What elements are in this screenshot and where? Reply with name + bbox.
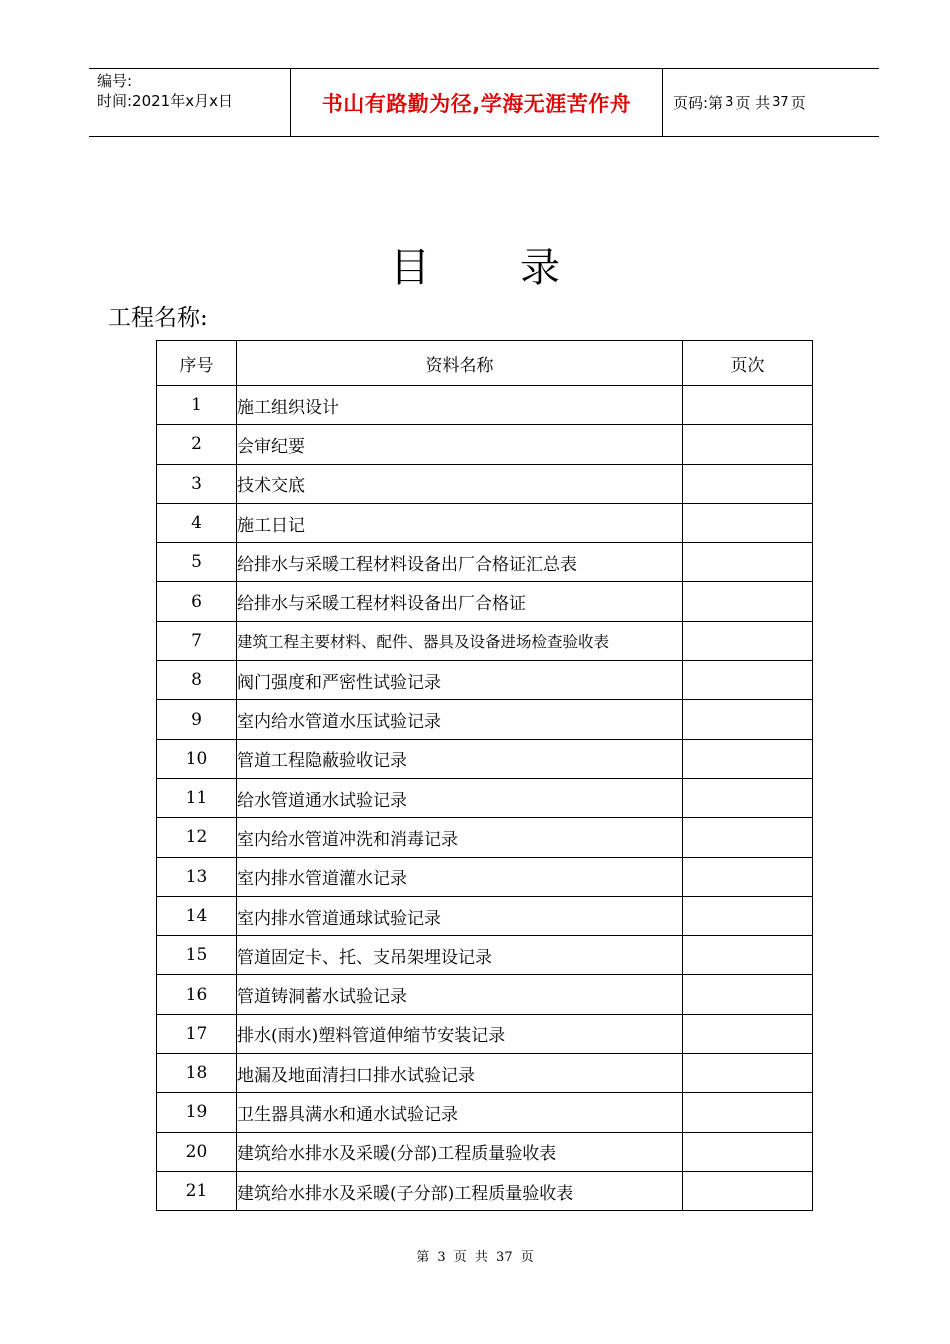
row-document-name: 给排水与采暖工程材料设备出厂合格证 [237,582,683,621]
row-page-number [683,1093,813,1132]
row-number: 6 [157,582,237,621]
col-header-name: 资料名称 [237,341,683,386]
row-document-name: 室内排水管道灌水记录 [237,857,683,896]
table-row [157,661,813,700]
toc-body [157,386,813,1211]
row-document-name: 阀门强度和严密性试验记录 [237,661,683,700]
page-mid: 页 共 [735,94,771,112]
row-page-number [683,464,813,503]
row-document-name: 施工日记 [237,503,683,542]
table-row [157,1171,813,1210]
row-page-number [683,543,813,582]
table-row [157,582,813,621]
time-label: 时间:2021年x月x日 [97,92,233,110]
row-page-number [683,818,813,857]
serial-label: 编号: [97,72,133,90]
table-row [157,386,813,425]
row-document-name: 室内给水管道水压试验记录 [237,700,683,739]
table-row [157,621,813,660]
row-page-number [683,1054,813,1093]
row-number: 12 [157,818,237,857]
row-number: 15 [157,936,237,975]
row-page-number [683,582,813,621]
row-number: 10 [157,739,237,778]
page-title [0,240,950,296]
table-row [157,896,813,935]
row-page-number [683,1171,813,1210]
row-number: 16 [157,975,237,1014]
row-number: 5 [157,543,237,582]
row-document-name: 给排水与采暖工程材料设备出厂合格证汇总表 [237,543,683,582]
table-row [157,936,813,975]
row-document-name: 管道铸洞蓄水试验记录 [237,975,683,1014]
row-document-name: 排水(雨水)塑料管道伸缩节安装记录 [237,1014,683,1053]
page-total: 37 [772,95,789,110]
table-row [157,1054,813,1093]
table-row [157,975,813,1014]
table-row [157,1132,813,1171]
row-page-number [683,425,813,464]
row-page-number [683,1132,813,1171]
table-row [157,543,813,582]
col-header-page: 页次 [683,341,813,386]
row-number: 4 [157,503,237,542]
row-page-number [683,739,813,778]
table-row [157,503,813,542]
row-number: 21 [157,1171,237,1210]
row-document-name: 地漏及地面清扫口排水试验记录 [237,1054,683,1093]
table-row [157,1093,813,1132]
row-number: 19 [157,1093,237,1132]
page-prefix: 页码:第 [673,94,724,112]
row-number: 11 [157,778,237,817]
row-page-number [683,975,813,1014]
row-page-number [683,778,813,817]
row-page-number [683,936,813,975]
page-header [89,68,879,137]
row-document-name: 会审纪要 [237,425,683,464]
table-row [157,425,813,464]
row-page-number [683,1014,813,1053]
title-left: 目 [390,245,430,291]
row-number: 18 [157,1054,237,1093]
row-number: 2 [157,425,237,464]
row-number: 7 [157,621,237,660]
row-page-number [683,857,813,896]
page-current: 3 [725,95,734,110]
table-row [157,739,813,778]
row-document-name: 给水管道通水试验记录 [237,778,683,817]
col-header-no: 序号 [157,341,237,386]
toc-header-row [157,341,813,386]
table-row [157,857,813,896]
row-number: 14 [157,896,237,935]
row-document-name: 卫生器具满水和通水试验记录 [237,1093,683,1132]
row-number: 17 [157,1014,237,1053]
row-number: 8 [157,661,237,700]
page-suffix: 页 [790,94,806,112]
row-page-number [683,700,813,739]
row-document-name: 建筑给水排水及采暖(子分部)工程质量验收表 [237,1171,683,1210]
row-number: 9 [157,700,237,739]
row-page-number [683,503,813,542]
row-number: 3 [157,464,237,503]
header-motto: 书山有路勤为径,学海无涯苦作舟 [291,69,663,136]
row-number: 13 [157,857,237,896]
row-document-name: 建筑给水排水及采暖(分部)工程质量验收表 [237,1132,683,1171]
project-name-label: 工程名称: [108,305,208,331]
row-number: 20 [157,1132,237,1171]
title-right: 录 [520,245,560,291]
row-document-name: 建筑工程主要材料、配件、器具及设备进场检查验收表 [237,621,683,660]
row-page-number [683,621,813,660]
table-row [157,464,813,503]
row-page-number [683,896,813,935]
row-page-number [683,386,813,425]
row-document-name: 技术交底 [237,464,683,503]
page-footer: 第 3 页 共 37 页 [416,1250,534,1265]
table-row [157,1014,813,1053]
table-row [157,818,813,857]
row-number: 1 [157,386,237,425]
row-document-name: 室内给水管道冲洗和消毒记录 [237,818,683,857]
row-document-name: 施工组织设计 [237,386,683,425]
row-page-number [683,661,813,700]
row-document-name: 管道工程隐蔽验收记录 [237,739,683,778]
table-row [157,700,813,739]
row-document-name: 室内排水管道通球试验记录 [237,896,683,935]
toc-table [156,340,813,1211]
row-document-name: 管道固定卡、托、支吊架埋设记录 [237,936,683,975]
header-page-info [663,69,879,136]
header-meta [89,69,291,136]
table-row [157,778,813,817]
